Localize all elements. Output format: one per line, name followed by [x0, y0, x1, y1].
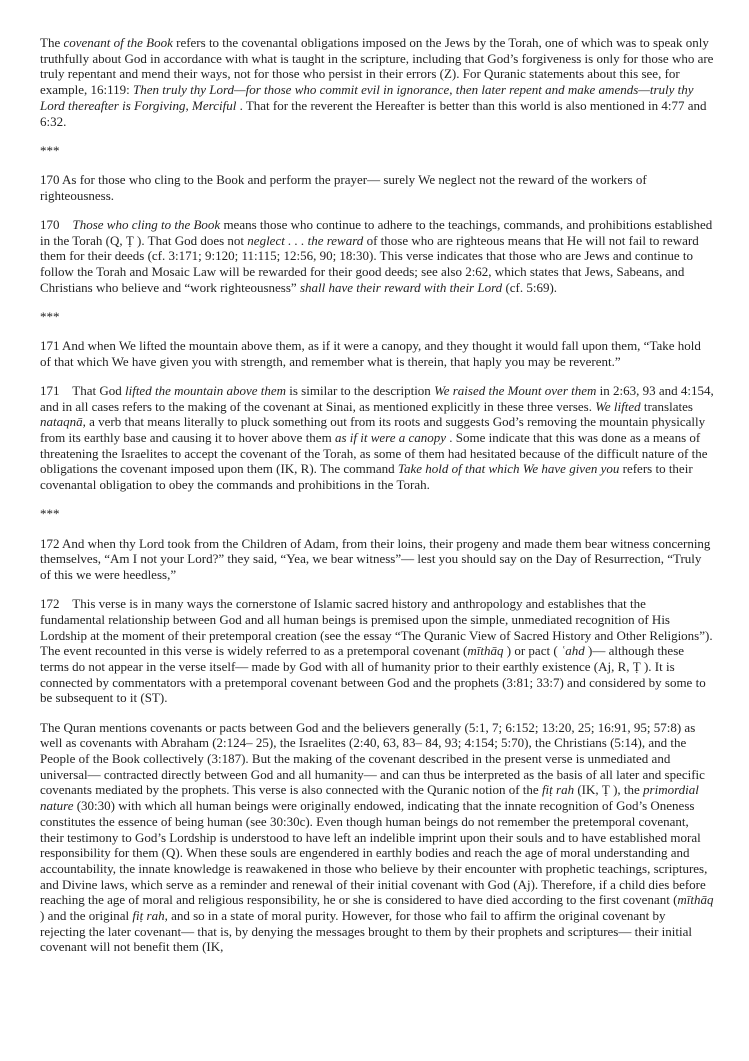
text-run: ) or pact ( [503, 643, 561, 659]
text-run: Those who cling to the Book [72, 216, 221, 232]
text-run: (30:30) with which all human beings were originally endowed, indicating that the innate recognition of God’s Oneness constitutes the essence of being human (see 30:30c). Even though human beings do not remember the pretemporal covenant, their testimony to God’s Lordship is understood to have left an indelible imprint upon their souls and to have established moral responsibility for them (Q). When these souls are engendered in earthly bodies and reach the age of moral understanding and accountability, the innate knowledge is reawakened in those who believe by their encounter with prophetic teachings, scriptures, and Divine laws, which serve as a reminder and renewal of their initial covenant with God (Aj). Therefore, if a child dies before reaching the age of moral and religious responsibility, he or she is considered to have died according to the first covenant ( [40, 798, 711, 908]
text-run: 170 [40, 216, 73, 232]
text-run: means those who continue to adhere to the teachings, commands, and prohibitions established in the Torah (Q, Ṭ ). That God does not [40, 216, 716, 248]
text-run: in 2:63, 93 and 4:154, and in all cases refers to the making of the covenant at Sinai, as mentioned explicitly in these three verses. [40, 382, 718, 414]
commentary-171 [40, 382, 718, 493]
text-run: . Some indicate that this was done as a means of threatening the Israelites to accept the covenant of the Torah, as some of them had hesitated because of the difficult nature of the obligations the covenant imposed upon them (IK, R). The command [40, 430, 711, 477]
text-run: primordial nature [40, 782, 703, 814]
section-separator: *** [40, 142, 60, 158]
text-run: is similar to the description [286, 382, 435, 398]
text-run: mīthāq [467, 643, 504, 659]
text-run: as if it were a canopy [334, 430, 447, 446]
verse-170 [40, 172, 714, 203]
text-run: lifted the mountain above them [124, 382, 287, 398]
verse-172 [40, 536, 714, 583]
section-separator: *** [40, 308, 60, 324]
section-separator: *** [40, 506, 60, 522]
text-run: 172 And when thy Lord took from the Children of Adam, from their loins, their progeny and made them bear witness concerning themselves, “Am I not your Lord?” they said, “Yea, we bear witness”— lest you should say on the Day of Resurrection, “Truly of this we were heedless,” [40, 535, 714, 582]
text-run: The Quran mentions covenants or pacts between God and the believers generally (5:1, 7; 6:152; 13:20, 25; 16:91, 95; 57:8) as well as covenants with Abraham (2:124– 25), the Israelites (2:40, 63, 83– 84, 93; 4:154; 5:70), the Christians (5:14), and the People of the Book collectively (3:187). But the making of the covenant described in the present verse is unmediated and universal— contracted directly between God and all humanity— and can thus be interpreted as the basis of all later and specific covenants mediated by the prophets. This verse is also connected with the Quranic notion of the [40, 719, 709, 798]
text-run: shall have their reward with their Lord [299, 279, 503, 295]
text-run: ) and the original [40, 892, 717, 924]
text-run: The [40, 35, 64, 50]
text-run: 171 That God [40, 382, 125, 398]
text-run: of those who are righteous means that He will not fail to reward them for their deeds (cf. 3:171; 9:120; 11:115; 12:56, 90; 18:30). This verse indicates that those who are Jews and continue to follow the Torah and Mosaic Law will be rewarded for their good deeds; see also 2:62, which states that Jews, Sabeans, and Christians who believe and “work righteousness” [40, 232, 702, 295]
text-run: mīthāq [677, 892, 714, 908]
text-run: Then truly thy Lord—for those who commit evil in ignorance, then later repent and make amends—truly thy Lord thereafter is Forgiving, Merciful [40, 82, 697, 113]
text-run: . That for the reverent the Hereafter is better than this world is also mentioned in 4:77 and 6:32. [40, 97, 710, 129]
text-run: (cf. 5:69). [502, 279, 558, 295]
text-run: and so in a state of moral purity. However, for those who fail to affirm the original covenant by rejecting the later covenant— that is, by denying the messages brought to them by their prophets and scriptures— their initial covenant will not benefit them (IK, [40, 908, 696, 955]
text-run: 170 As for those who cling to the Book and perform the prayer— surely We neglect not the reward of the workers of righteousness. [40, 171, 650, 203]
text-run: translates [640, 398, 697, 414]
text-run: Take hold of that which We have given you [397, 461, 620, 477]
commentary-172-first [40, 596, 714, 706]
document-content [40, 35, 718, 955]
text-run: refers to the covenantal obligations imposed on the Jews by the Torah, one of which was to speak only truthfully about God in accordance with what is taught in the scripture, including that God’s forgiveness is only for those who are truly repentant and mend their ways, not for those who persist in their errors (Z). For Quranic statements about this see, for example, 16:119: [40, 35, 717, 98]
text-run: nataqnā, [40, 414, 86, 430]
verse-171 [40, 338, 714, 369]
text-run: 171 And when We lifted the mountain above them, as if it were a canopy, and they thought it would fall upon them, “Take hold of that which We have given you with strength, and remember what is therein, that haply you may be reverent.” [40, 338, 705, 369]
text-run: refers to their covenantal obligation to obey the commands and prohibitions in the Torah. [40, 461, 696, 493]
text-run: We raised the Mount over them [434, 382, 597, 398]
commentary-intro [40, 35, 717, 129]
text-run: fiṭ rah, [132, 908, 168, 924]
text-run: (IK, Ṭ ), the [574, 782, 644, 798]
text-run: We lifted [595, 398, 641, 414]
commentary-172-second [40, 719, 717, 956]
text-run: neglect . . . the reward [247, 232, 364, 248]
text-run: ʿahd [560, 643, 585, 659]
text-run: 172 This verse is in many ways the cornerstone of Islamic sacred history and anthropology and establishes that the fundamental relationship between God and all human beings is premised upon the simple, unmediated recognition of His Lordship at the moment of their pretemporal creation (see the essay “The Quranic View of Sacred History and Other Religions”). The event recounted in this verse is widely referred to as a pretemporal covenant ( [40, 596, 716, 659]
text-run: covenant of the Book [63, 35, 173, 50]
commentary-170 [40, 217, 714, 296]
text-run: fiṭ rah [541, 782, 575, 798]
text-run: a verb that means literally to pluck something out from its roots and suggests God’s removing the mountain physically from its earthly base and causing it to hover above them [40, 414, 709, 446]
text-run: )— although these terms do not appear in the verse itself— made by God with all of humanity prior to their earthly existence (Aj, R, Ṭ ). It is connected by commentators with a pretemporal covenant between God and the prophets (3:81; 33:7) and considered by some to be subsequent to it (ST). [40, 643, 709, 706]
